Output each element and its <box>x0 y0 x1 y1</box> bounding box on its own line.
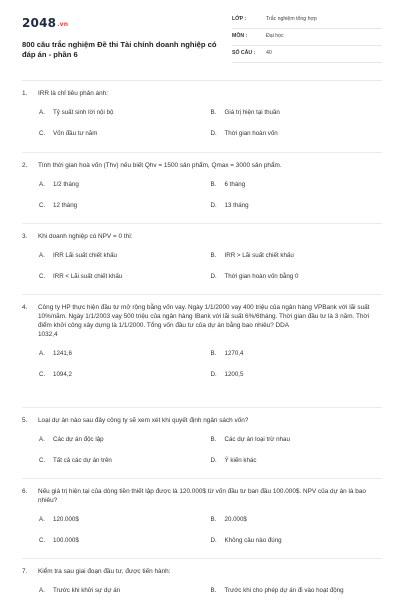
option-text: Thời gian hoàn vốn bằng 0 <box>224 273 299 280</box>
answer-option[interactable] <box>39 272 211 281</box>
question-text: IRR là chỉ tiêu phản ánh: <box>38 90 108 97</box>
option-text: Các dự án loại trừ nhau <box>224 436 290 443</box>
option-text: IRR Lãi suất chiết khấu <box>53 252 117 259</box>
question-item <box>22 478 382 558</box>
meta-value: Đại học <box>266 33 284 39</box>
option-letter: D. <box>210 457 217 464</box>
question-text: Công ty HP thực hiện đầu tư mở rộng bằng vốn vay. Ngày 1/1/2000 vay 400 triệu của ngân hàng VPBank với lãi suất 10%/năm. Ngày 1/1/2003 vay 500 triệu của ngân hàng IBank với lãi suất 6%/6tháng. Thời gian đầu tư là 3 năm. Thời điểm khởi công xây dựng là 1/1/2000. Tổng vốn đầu tư của dự án bằng bao nhiêu? DDA <box>38 304 370 329</box>
answer-option[interactable] <box>39 515 211 524</box>
answer-option[interactable] <box>39 129 211 138</box>
option-letter: C. <box>39 130 46 137</box>
option-letter: C. <box>39 457 46 464</box>
option-letter: C. <box>39 273 46 280</box>
option-letter: A. <box>39 181 45 188</box>
option-text: Ý kiến khác <box>224 457 257 464</box>
answer-option[interactable] <box>211 180 383 189</box>
meta-row-count <box>232 49 382 63</box>
answer-option[interactable] <box>211 349 383 358</box>
answer-option[interactable] <box>211 536 383 545</box>
question-number: 7. <box>22 568 28 575</box>
option-text: Các dự án độc lập <box>53 436 104 443</box>
option-letter: C. <box>39 202 46 209</box>
meta-label: MÔN : <box>232 33 248 39</box>
meta-row-class <box>232 15 382 29</box>
question-number: 5. <box>22 417 28 424</box>
option-letter: D. <box>210 273 217 280</box>
answer-option[interactable] <box>211 435 383 444</box>
option-letter: A. <box>39 109 45 116</box>
answer-option[interactable] <box>211 129 383 138</box>
option-text: 1241,6 <box>53 350 72 357</box>
answer-options <box>22 180 382 222</box>
option-text: Trước khi cho phép dự án đi vào hoạt động <box>224 587 344 594</box>
option-text: Tất cả các dự án trên <box>53 457 112 464</box>
option-letter: B. <box>210 350 217 357</box>
question-number: 1. <box>22 90 28 97</box>
option-text: Vốn đầu tư năm <box>53 130 98 137</box>
option-text: 120.000$ <box>53 516 79 523</box>
option-letter: B. <box>210 252 217 259</box>
answer-option[interactable] <box>211 456 383 465</box>
answer-option[interactable] <box>39 456 211 465</box>
option-text: 6 tháng <box>224 181 246 188</box>
answer-option[interactable] <box>39 586 211 595</box>
option-text: 13 tháng <box>224 202 249 209</box>
option-letter: A. <box>39 252 45 259</box>
meta-value: 40 <box>266 50 272 56</box>
meta-row-subject <box>232 32 382 46</box>
answer-option[interactable] <box>39 201 211 210</box>
question-number: 3. <box>22 233 28 240</box>
option-text: 1/2 tháng <box>53 181 79 188</box>
question-text: Loại dự án nào sau đây công ty sẽ xem xét khi quyết định ngân sách vốn? <box>38 417 249 424</box>
option-letter: A. <box>39 350 45 357</box>
answer-option[interactable] <box>39 349 211 358</box>
question-item <box>22 294 382 407</box>
option-letter: D. <box>210 202 217 209</box>
question-item <box>22 407 382 478</box>
answer-options <box>22 251 382 293</box>
document-meta <box>232 15 382 66</box>
meta-label: LỚP : <box>232 16 247 22</box>
question-item <box>22 152 382 223</box>
option-text: 1270,4 <box>224 350 244 357</box>
option-letter: A. <box>39 587 45 594</box>
answer-option[interactable] <box>211 272 383 281</box>
option-text: 100.000$ <box>53 537 79 544</box>
question-text: Kiểm tra sau giai đoạn đầu tư, được tiến hành: <box>38 568 171 575</box>
option-letter: D. <box>210 130 217 137</box>
question-list <box>22 80 382 600</box>
option-text: 1200,5 <box>224 371 244 378</box>
question-number: 2. <box>22 162 28 169</box>
question-extra-text: 1032,4 <box>38 331 58 338</box>
question-item <box>22 80 382 152</box>
answer-options <box>22 108 382 150</box>
question-item <box>22 558 382 600</box>
option-text: 1094,2 <box>53 371 72 378</box>
option-letter: D. <box>210 371 217 378</box>
option-letter: B. <box>210 587 217 594</box>
question-text: Tính thời gian hoà vốn (Thv) nếu biết Qhv = 1500 sản phẩm, Qmax = 3000 sản phẩm. <box>38 162 282 169</box>
answer-option[interactable] <box>39 180 211 189</box>
option-letter: B. <box>210 181 217 188</box>
question-number: 6. <box>22 488 28 495</box>
answer-option[interactable] <box>211 108 383 117</box>
answer-option[interactable] <box>39 435 211 444</box>
option-letter: C. <box>39 537 46 544</box>
option-letter: B. <box>210 516 217 523</box>
option-text: Tỷ suất sinh lời nội bộ <box>53 109 114 116</box>
answer-options <box>22 586 382 600</box>
option-letter: A. <box>39 436 45 443</box>
option-text: Trước khi khởi sự dự án <box>53 587 121 594</box>
meta-label: SỐ CÂU : <box>232 50 256 56</box>
option-letter: B. <box>210 436 217 443</box>
answer-options <box>22 515 382 557</box>
meta-value: Trắc nghiệm tổng hợp <box>266 16 317 22</box>
answer-option[interactable] <box>39 108 211 117</box>
option-text: Giá trị hiện tại thuần <box>224 109 280 116</box>
option-text: 20.000$ <box>224 516 247 523</box>
option-letter: D. <box>210 537 217 544</box>
option-letter: C. <box>39 371 46 378</box>
answer-option[interactable] <box>211 515 383 524</box>
answer-option[interactable] <box>211 201 383 210</box>
question-number: 4. <box>22 304 28 311</box>
logo-text: 2048 <box>22 16 57 30</box>
answer-option[interactable] <box>39 536 211 545</box>
option-text: Thời gian hoàn vốn <box>224 130 278 137</box>
answer-option[interactable] <box>39 251 211 260</box>
answer-options <box>22 435 382 477</box>
option-text: IRR < Lãi suất chiết khấu <box>53 273 123 280</box>
logo-tld: .vn <box>57 21 69 28</box>
option-text: Không câu nào đúng <box>224 537 282 544</box>
question-text: Nếu giá trị hiện tại của dòng tiền thiết lập được là 120.000$ từ vốn đầu tư ban đầu 100.000$. NPV của dự án là bao nhiêu? <box>38 488 366 504</box>
question-item <box>22 223 382 294</box>
answer-option[interactable] <box>211 370 383 379</box>
answer-option[interactable] <box>39 370 211 379</box>
option-letter: A. <box>39 516 45 523</box>
answer-option[interactable] <box>211 251 383 260</box>
question-text: Khi doanh nghiệp có NPV = 0 thì: <box>38 233 133 240</box>
option-text: IRR > Lãi suất chiết khấu <box>224 252 294 259</box>
answer-options <box>22 349 382 391</box>
option-text: 12 tháng <box>53 202 78 209</box>
answer-option[interactable] <box>211 586 383 595</box>
document-title: 800 câu trắc nghiệm Đề thi Tài chính doanh nghiệp có đáp án - phần 6 <box>22 40 217 59</box>
option-letter: B. <box>210 109 217 116</box>
site-logo[interactable] <box>22 16 68 30</box>
